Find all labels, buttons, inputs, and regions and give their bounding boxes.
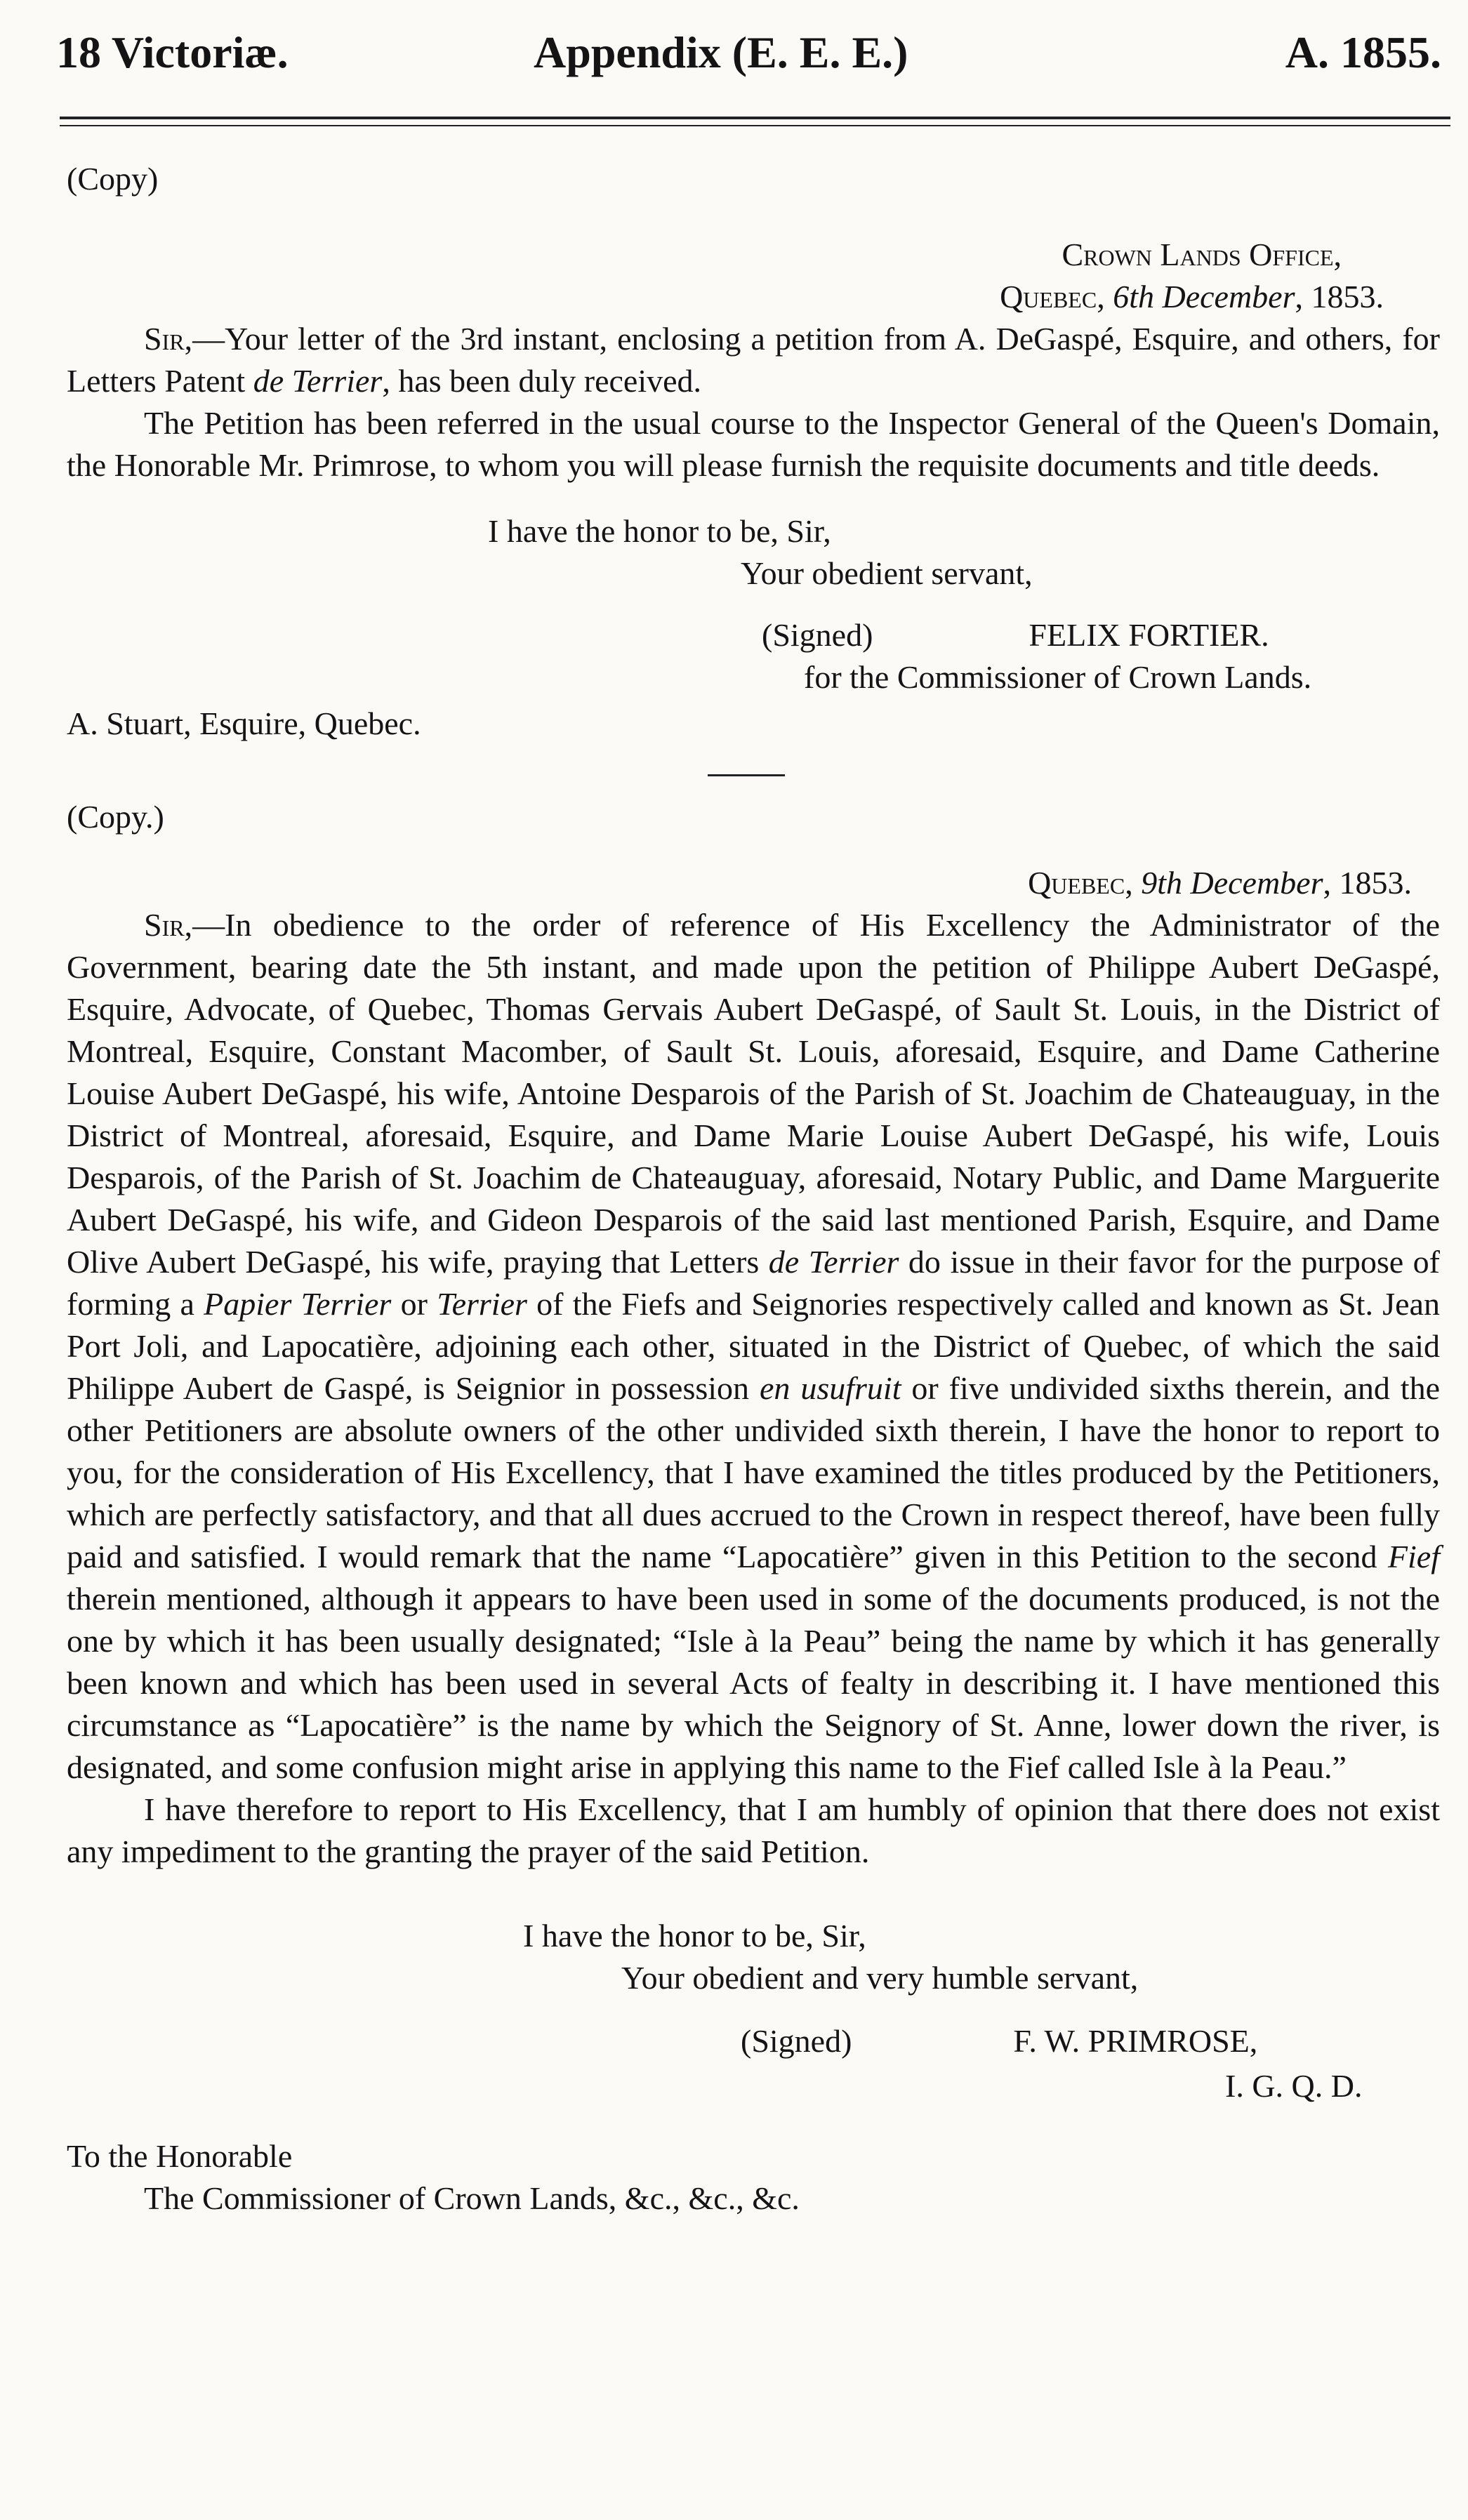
letter2-date-month: December bbox=[1190, 865, 1323, 901]
letter2-text-3: or bbox=[391, 1286, 437, 1322]
letter2-closing-line-1: I have the honor to be, Sir, bbox=[523, 1918, 866, 1954]
letter2-closing-line-2: Your obedient and very humble servant, bbox=[621, 1960, 1139, 1996]
letter1-p1-text-a: —Your letter of the 3rd instant, enclosing a petition from A. DeGaspé, Esquire, and others, for Letters Patent bbox=[67, 321, 1440, 399]
letter1-date-place: Quebec, bbox=[1000, 279, 1105, 314]
letter1-office: Crown Lands Office, bbox=[1062, 237, 1342, 272]
letter2-date-day: 9th bbox=[1141, 865, 1182, 901]
letter2-text-2: do issue in their favor for the purpose of forming a bbox=[67, 1244, 1441, 1322]
letter1-paragraph-1 bbox=[67, 318, 1440, 402]
letter2-text-1: —In obedience to the order of reference of His Excellency the Administrator of the Government, bearing date the 5th instant, and made upon the petition of Philippe Aubert DeGaspé, Esquire, Advocate, of Quebec, Thomas Gervais Aubert DeGaspé, of Sault St. Louis, in the District of Montreal, Esquire, Constant Macomber, of Sault St. Louis, aforesaid, Esquire, and Dame Catherine Louise Aubert DeGaspé, his wife, Antoine Desparois of the Parish of St. Joachim de Chateauguay, in the District of Montreal, aforesaid, Esquire, and Dame Marie Louise Aubert DeGaspé, his wife, Louis Desparois, of the Parish of St. Joachim de Chateauguay, aforesaid, Notary Public, and Dame Marguerite Aubert DeGaspé, his wife, and Gideon Desparois of the said last mentioned Parish, Esquire, and Dame Olive Aubert DeGaspé, his wife, praying that Letters bbox=[67, 907, 1440, 1280]
letter1-copy-label: (Copy) bbox=[67, 161, 159, 197]
letter1-signer-name: FELIX FORTIER. bbox=[1029, 617, 1269, 653]
letter2-recipient-line-2: The Commissioner of Crown Lands, &c., &c., &c. bbox=[144, 2180, 800, 2216]
letter2-signed-label: (Signed) bbox=[741, 2023, 852, 2059]
letter2-paragraph-1 bbox=[67, 904, 1440, 1789]
letter2-italic-1: de Terrier bbox=[768, 1244, 899, 1280]
letter2-text-6: therein mentioned, although it appears to have been used in some of the documents produced, is not the one by which it has been usually designated; “Isle à la Peau” being the name by which it has generally been known and which has been used in several Acts of fealty in describing it. I have mentioned this circumstance as “Lapocatière” is the name by which the Seignory of St. Anne, lower down the river, is designated, and some confusion might arise in applying this name to the Fief called Isle à la Peau.” bbox=[67, 1581, 1440, 1785]
letter2-date-year: , 1853. bbox=[1323, 865, 1412, 901]
letter1-paragraph-2: The Petition has been referred in the usual course to the Inspector General of the Queen's Domain, the Honorable Mr. Primrose, to whom you will please furnish the requisite documents and title deeds. bbox=[67, 405, 1440, 483]
letter2-italic-4: en usufruit bbox=[759, 1370, 901, 1406]
letter1-p1-text-b: , has been duly received. bbox=[382, 363, 702, 399]
section-divider bbox=[708, 774, 785, 776]
letter2-italic-2: Papier Terrier bbox=[204, 1286, 392, 1322]
header-rule-thick bbox=[60, 117, 1450, 119]
letter2-recipient-line-1: To the Honorable bbox=[67, 2138, 293, 2174]
header-appendix: Appendix (E. E. E.) bbox=[534, 27, 908, 77]
letter2-signature-line bbox=[67, 2020, 1440, 2062]
letter1-date-month: December bbox=[1162, 279, 1295, 314]
letter1-p1-italic: de Terrier bbox=[253, 363, 383, 399]
letter2-text-4: of the Fiefs and Seignories respectively called and known as St. Jean Port Joli, and Lapocatière, adjoining each other, situated in the District of Quebec, of which the said Philippe Aubert de Gaspé, is Seignior in possession bbox=[67, 1286, 1440, 1406]
letter2-date-place: Quebec, bbox=[1028, 865, 1133, 901]
letter1-closing-line-2: Your obedient servant, bbox=[741, 555, 1033, 591]
letter2-signer-name: F. W. PRIMROSE, bbox=[1013, 2023, 1258, 2059]
letter1-date-year: , 1853. bbox=[1295, 279, 1384, 314]
letter1-signed-label: (Signed) bbox=[762, 617, 873, 653]
letter2-text-5: or five undivided sixths therein, and the other Petitioners are absolute owners of the other undivided sixth therein, I have the honor to report to you, for the consideration of His Excellency, that I have examined the titles produced by the Petitioners, which are perfectly satisfactory, and that all dues accrued to the Crown in respect thereof, have been fully paid and satisfied. I would remark that the name “Lapocatière” given in this Petition to the second bbox=[67, 1370, 1440, 1574]
letter2-salutation: Sir, bbox=[144, 907, 193, 943]
letter2-signer-title: I. G. Q. D. bbox=[1225, 2068, 1363, 2104]
letter1-closing-line-1: I have the honor to be, Sir, bbox=[488, 513, 831, 549]
letter1-salutation: Sir, bbox=[144, 321, 193, 357]
letter2-dateline bbox=[67, 862, 1440, 904]
running-header bbox=[56, 27, 1447, 90]
letter2-italic-3: Terrier bbox=[437, 1286, 527, 1322]
header-rule-thin bbox=[60, 125, 1450, 126]
page-content bbox=[67, 158, 1440, 2220]
letter2-paragraph-2: I have therefore to report to His Excellency, that I am humbly of opinion that there does not exist any impediment to the granting the prayer of the said Petition. bbox=[67, 1791, 1440, 1869]
letter1-date-day: 6th bbox=[1113, 279, 1154, 314]
letter2-italic-5: Fief bbox=[1387, 1539, 1440, 1574]
header-session: 18 Victoriæ. bbox=[56, 27, 289, 77]
header-year: A. 1855. bbox=[1285, 27, 1441, 77]
letter1-signer-title: for the Commissioner of Crown Lands. bbox=[804, 659, 1312, 695]
letter1-dateline bbox=[67, 276, 1440, 318]
letter2-copy-label: (Copy.) bbox=[67, 799, 164, 835]
letter1-addressee: A. Stuart, Esquire, Quebec. bbox=[67, 705, 421, 741]
letter1-signature-line bbox=[67, 614, 1440, 656]
